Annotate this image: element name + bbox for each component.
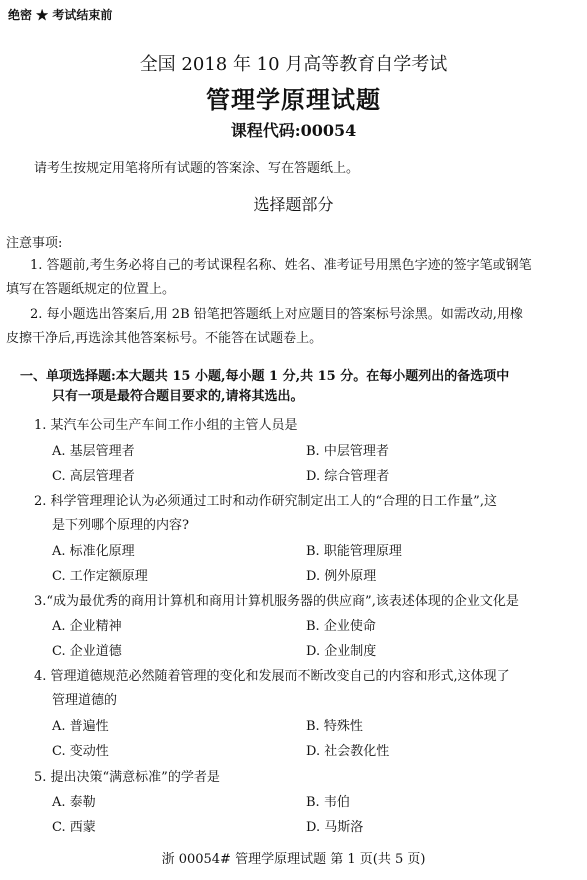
- question-2-option-c: C. 工作定额原理: [52, 569, 148, 584]
- question-2-option-a: A. 标准化原理: [52, 544, 135, 559]
- question-1-option-b: B. 中层管理者: [306, 444, 389, 459]
- question-4-stem-line-2: 管理道德的: [52, 693, 118, 708]
- question-3-option-a: A. 企业精神: [52, 619, 122, 634]
- question-3-option-d: D. 企业制度: [306, 644, 377, 659]
- note-1-line-1: 1. 答题前,考生务必将自己的考试课程名称、姓名、准考证号用黑色字迹的签字笔或钢笔: [30, 258, 532, 273]
- question-1-option-a: A. 基层管理者: [52, 444, 135, 459]
- question-5-stem: 5. 提出决策“满意标准”的学者是: [34, 770, 220, 785]
- part-one-heading: 一、单项选择题:本大题共 15 小题,每小题 1 分,共 15 分。在每小题列出的备选项中: [20, 369, 510, 384]
- question-2-option-b: B. 职能管理原理: [306, 544, 402, 559]
- answer-instruction: 请考生按规定用笔将所有试题的答案涂、写在答题纸上。: [34, 161, 360, 176]
- question-3-option-b: B. 企业使命: [306, 619, 376, 634]
- course-code: 课程代码:00054: [230, 121, 357, 140]
- question-2-stem: 2. 科学管理理论认为必须通过工时和动作研究制定出工人的“合理的日工作量”,这: [34, 494, 497, 509]
- question-5-option-a: A. 泰勒: [52, 795, 96, 810]
- question-4-stem: 4. 管理道德规范必然随着管理的变化和发展而不断改变自己的内容和形式,这体现了: [34, 669, 510, 684]
- question-1-option-c: C. 高层管理者: [52, 469, 135, 484]
- notes-title: 注意事项:: [6, 236, 63, 251]
- question-2-stem-line-2: 是下列哪个原理的内容?: [52, 518, 189, 533]
- question-5-option-c: C. 西蒙: [52, 820, 96, 835]
- page-footer: 浙 00054# 管理学原理试题 第 1 页(共 5 页): [161, 852, 426, 867]
- note-1-line-2: 填写在答题纸规定的位置上。: [6, 282, 176, 297]
- question-4-option-b: B. 特殊性: [306, 719, 363, 734]
- question-5-option-d: D. 马斯洛: [306, 820, 364, 835]
- confidential-label: 绝密 ★ 考试结束前: [8, 8, 113, 22]
- question-2-option-d: D. 例外原理: [306, 569, 377, 584]
- question-1-stem: 1. 某汽车公司生产车间工作小组的主管人员是: [34, 418, 298, 433]
- section-title: 选择题部分: [253, 195, 334, 214]
- paper-title: 管理学原理试题: [206, 85, 381, 114]
- question-4-option-c: C. 变动性: [52, 744, 109, 759]
- exam-title: 全国 2018 年 10 月高等教育自学考试: [139, 54, 448, 75]
- question-5-option-b: B. 韦伯: [306, 795, 350, 810]
- question-3-option-c: C. 企业道德: [52, 644, 122, 659]
- question-4-option-d: D. 社会教化性: [306, 744, 390, 759]
- question-4-option-a: A. 普遍性: [52, 719, 109, 734]
- part-one-heading-line-2: 只有一项是最符合题目要求的,请将其选出。: [52, 389, 304, 404]
- note-2-line-2: 皮擦干净后,再选涂其他答案标号。不能答在试题卷上。: [6, 331, 323, 346]
- question-3-stem: 3.“成为最优秀的商用计算机和商用计算机服务器的供应商”,该表述体现的企业文化是: [34, 594, 519, 609]
- question-1-option-d: D. 综合管理者: [306, 469, 390, 484]
- note-2-line-1: 2. 每小题选出答案后,用 2B 铅笔把答题纸上对应题目的答案标号涂黑。如需改动,用橡: [30, 307, 523, 322]
